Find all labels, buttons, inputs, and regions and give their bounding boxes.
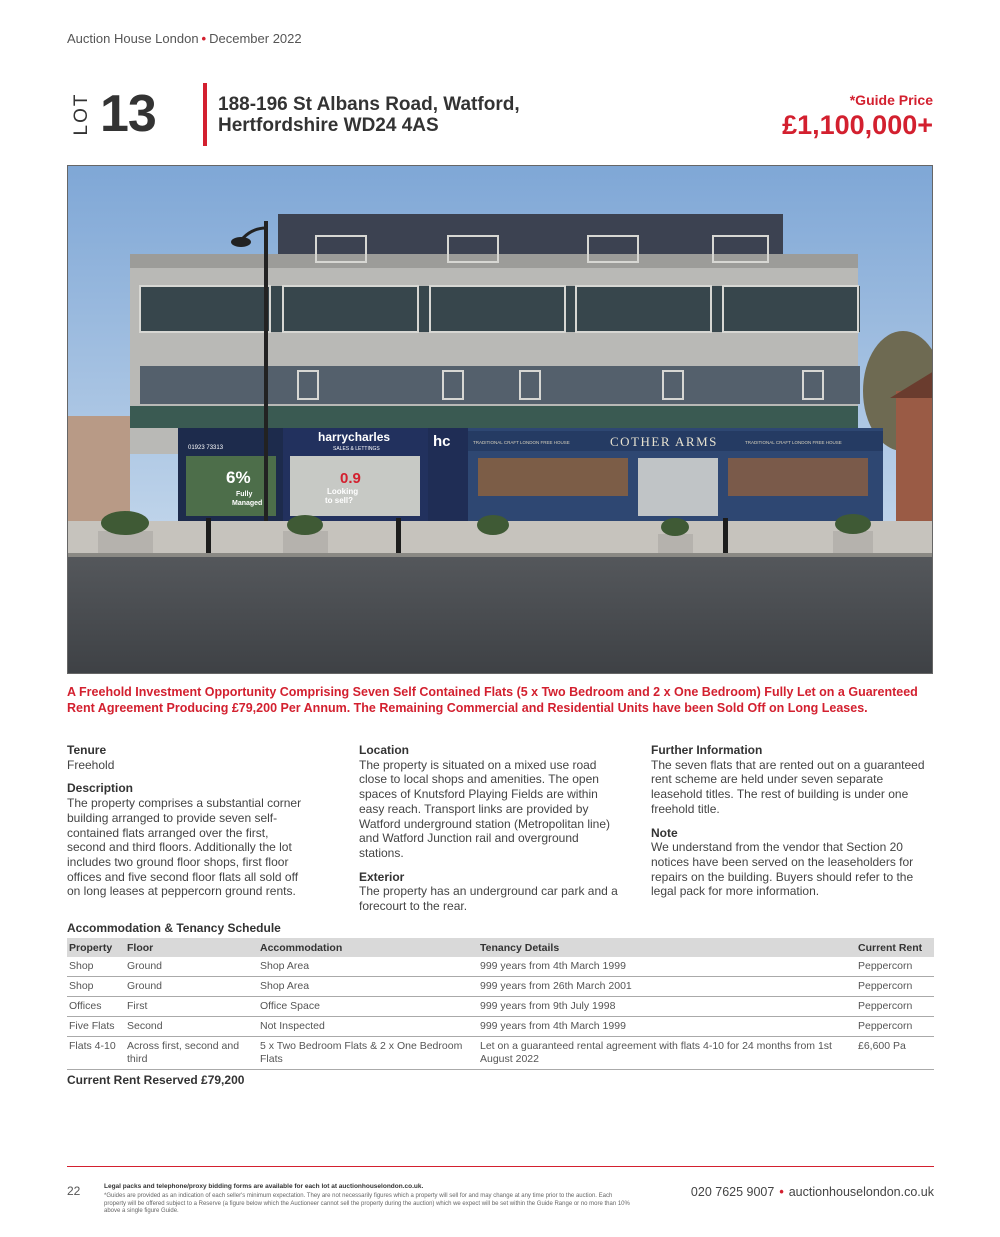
note-text: We understand from the vendor that Section 20 notices have been served on the leaseholders for repairs on the building. Buyers should refer to the legal pack for more information. — [651, 840, 914, 899]
agent-logo-sign: hc — [433, 433, 451, 450]
cell-floor: Second — [125, 1017, 258, 1037]
cell-rent: Peppercorn — [856, 977, 934, 997]
cell-floor: First — [125, 997, 258, 1017]
cell-floor: Across first, second and third — [125, 1037, 258, 1070]
exterior-text: The property has an underground car park and a forecourt to the rear. — [359, 884, 618, 914]
page-number: 22 — [67, 1184, 81, 1198]
agent-sign: harrycharles — [318, 430, 391, 444]
header-current-rent: Current Rent — [856, 938, 934, 957]
phone-sign: 01923 73313 — [188, 445, 224, 451]
footer-contact — [691, 1185, 934, 1199]
cell-tenancy: 999 years from 4th March 1999 — [478, 957, 856, 977]
cell-property: Shop — [67, 957, 125, 977]
window-poster-sell: to sell? — [325, 496, 354, 505]
cell-rent: Peppercorn — [856, 997, 934, 1017]
property-photo — [67, 165, 933, 674]
cell-floor: Ground — [125, 977, 258, 997]
window-poster-managed: Managed — [232, 500, 263, 507]
property-photo-illustration — [68, 166, 933, 674]
address-accent-bar — [203, 83, 207, 146]
location-text: The property is situated on a mixed use road close to local shops and amenities. The open spaces of Knutsford Playing Fields are within easy reach. Transport links are provided by Watford underground station (Metropolitan line) and Watford Junction rail and overground stations. — [359, 757, 611, 860]
table-row — [67, 977, 934, 997]
cell-accommodation: Shop Area — [258, 977, 478, 997]
window-poster-rate: 0.9 — [340, 470, 361, 487]
cell-rent: Peppercorn — [856, 1017, 934, 1037]
header-accommodation: Accommodation — [258, 938, 478, 957]
cell-accommodation: 5 x Two Bedroom Flats & 2 x One Bedroom Flats — [258, 1037, 478, 1070]
table-header-row — [67, 938, 934, 957]
footer-guide-disclaimer: *Guides are provided as an indication of each seller's minimum expectation. They are not necessarily figures which a property will sell for and may change at any time prior to the auction. Each property will be offered subject to a Reserve (a figure below which the Auctioneer cannot sell the property during the auction) which we expect will be set within the Guide Range or no more than 10% above a single figure Guide. — [104, 1193, 630, 1214]
window-poster-percent: 6% — [226, 468, 251, 487]
further-info-heading: Further Information — [651, 743, 763, 757]
address-line-1: 188-196 St Albans Road, Watford, — [218, 94, 520, 115]
footer-website-link[interactable]: auctionhouselondon.co.uk — [788, 1185, 934, 1199]
cell-rent: Peppercorn — [856, 957, 934, 977]
column-left — [67, 743, 307, 908]
header-separator: • — [201, 31, 207, 46]
pub-sign-right: TRADITIONAL CRAFT LONDON FREE HOUSE — [745, 440, 842, 445]
further-info-text: The seven flats that are rented out on a guaranteed rent scheme are held under seven separate leasehold titles. The rest of building is under one freehold title. — [651, 757, 925, 816]
guide-price-label: *Guide Price — [849, 92, 933, 108]
cell-rent: £6,600 Pa — [856, 1037, 934, 1070]
header-floor: Floor — [125, 938, 258, 957]
cell-property: Shop — [67, 977, 125, 997]
cell-property: Five Flats — [67, 1017, 125, 1037]
footer-divider — [67, 1166, 934, 1167]
tenure-text: Freehold — [67, 757, 115, 772]
header-tenancy-details: Tenancy Details — [478, 938, 856, 957]
lot-number: 13 — [100, 85, 156, 143]
publication-header — [67, 31, 302, 46]
footer-phone[interactable]: 020 7625 9007 — [690, 1185, 775, 1199]
exterior-heading: Exterior — [359, 869, 405, 884]
cell-accommodation: Not Inspected — [258, 1017, 478, 1037]
note-heading: Note — [651, 825, 678, 840]
cell-accommodation: Shop Area — [258, 957, 478, 977]
publication-issue: December 2022 — [209, 31, 302, 46]
contact-separator: • — [779, 1185, 784, 1199]
column-middle — [359, 743, 624, 923]
window-poster-looking: Looking — [327, 487, 359, 496]
schedule-title: Accommodation & Tenancy Schedule — [67, 921, 281, 935]
cell-tenancy: 999 years from 9th July 1998 — [478, 997, 856, 1017]
table-row — [67, 1037, 934, 1070]
column-right — [651, 743, 936, 908]
cell-property: Offices — [67, 997, 125, 1017]
lot-headline: A Freehold Investment Opportunity Comprising Seven Self Contained Flats (5 x Two Bedroom and 2 x One Bedroom) Fully Let on a Guarenteed Rent Agreement Producing £79,200 Per Annum. The Remaining Commercial and Residential Units have been Sold Off on Long Leases. — [67, 685, 918, 715]
cell-tenancy: Let on a guaranteed rental agreement with flats 4-10 for 24 months from 1st August 2022 — [478, 1037, 856, 1070]
location-heading: Location — [359, 743, 409, 757]
cell-floor: Ground — [125, 957, 258, 977]
footer-legal-note: Legal packs and telephone/proxy bidding forms are available for each lot at auctionhouselondon.co.uk. — [104, 1183, 424, 1190]
pub-sign: COTHER ARMS — [610, 434, 718, 449]
window-poster-fully: Fully — [236, 491, 253, 498]
agent-sign-sub: SALES & LETTINGS — [333, 446, 380, 452]
publication-name: Auction House London — [67, 31, 199, 46]
description-text: The property comprises a substantial corner building arranged to provide seven self-contained flats arranged over the first, second and third floors. Additionally the lot includes two ground floor shops, first floor offices and five second floor flats all sold off on long leases at peppercorn ground rents. — [67, 796, 302, 899]
cell-tenancy: 999 years from 26th March 2001 — [478, 977, 856, 997]
table-row — [67, 997, 934, 1017]
cell-accommodation: Office Space — [258, 997, 478, 1017]
table-row — [67, 957, 934, 977]
tenancy-schedule-table — [67, 938, 934, 1070]
current-rent-total: Current Rent Reserved £79,200 — [67, 1073, 245, 1087]
address-line-2: Hertfordshire WD24 4AS — [218, 115, 439, 136]
description-heading: Description — [67, 781, 134, 796]
cell-property: Flats 4-10 — [67, 1037, 125, 1070]
property-address — [218, 94, 520, 136]
cell-tenancy: 999 years from 4th March 1999 — [478, 1017, 856, 1037]
header-property: Property — [67, 938, 125, 957]
table-row — [67, 1017, 934, 1037]
pub-sign-left: TRADITIONAL CRAFT LONDON FREE HOUSE — [473, 440, 570, 445]
lot-label: LOT — [71, 92, 92, 136]
guide-price-value: £1,100,000+ — [782, 110, 933, 140]
tenure-heading: Tenure — [67, 743, 107, 757]
